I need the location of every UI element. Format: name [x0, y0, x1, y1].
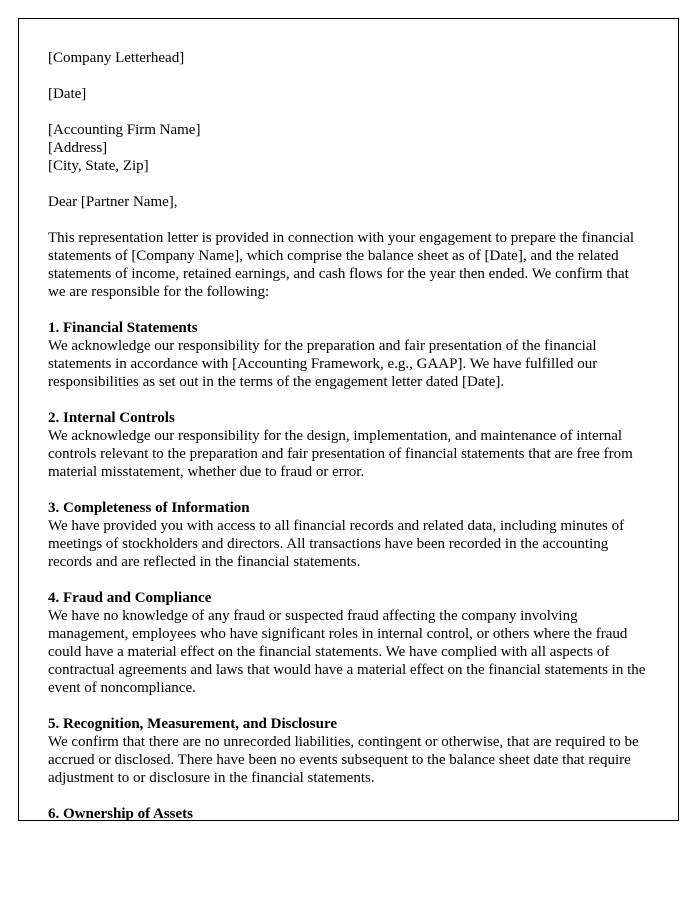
date-placeholder: [Date]	[48, 86, 87, 102]
section-heading: 1. Financial Statements	[48, 320, 198, 336]
section-body: We have no knowledge of any fraud or suspected fraud affecting the company involving management, employees who have significant roles in internal control, or others where the fraud could have a material effect on the financial statements. We have complied with all aspects of contractual agreements and laws that would have a material effect on the financial statements in the event of noncompliance.	[48, 608, 646, 696]
section-financial-statements	[48, 319, 648, 391]
recipient-firm-name: [Accounting Firm Name]	[48, 122, 201, 138]
section-fraud-and-compliance	[48, 589, 648, 697]
section-heading: 6. Ownership of Assets	[48, 806, 194, 821]
company-letterhead-placeholder: [Company Letterhead]	[48, 50, 185, 66]
section-heading: 2. Internal Controls	[48, 410, 175, 426]
recipient-address: [Address]	[48, 140, 108, 156]
salutation: Dear [Partner Name],	[48, 194, 178, 210]
section-heading: 5. Recognition, Measurement, and Disclosure	[48, 716, 338, 732]
section-internal-controls	[48, 409, 648, 481]
section-completeness-of-information	[48, 499, 648, 571]
recipient-address-block	[48, 121, 648, 175]
section-heading: 4. Fraud and Compliance	[48, 590, 212, 606]
section-body: We have provided you with access to all financial records and related data, including minutes of meetings of stockholders and directors. All transactions have been recorded in the accounting records and are reflected in the financial statements.	[48, 518, 625, 570]
section-recognition-measurement-disclosure	[48, 715, 648, 787]
intro-paragraph: This representation letter is provided in connection with your engagement to prepare the financial statements of [Company Name], which comprise the balance sheet as of [Date], and the related statements of income, retained earnings, and cash flows for the year then ended. We confirm that we are responsible for the following:	[48, 230, 635, 300]
section-body: We acknowledge our responsibility for the preparation and fair presentation of the financial statements in accordance with [Accounting Framework, e.g., GAAP]. We have fulfilled our responsibilities as set out in the terms of the engagement letter dated [Date].	[48, 338, 598, 390]
section-ownership-of-assets	[48, 805, 648, 821]
section-body: We confirm that there are no unrecorded liabilities, contingent or otherwise, that are required to be accrued or disclosed. There have been no events subsequent to the balance sheet date that require adjustment to or disclosure in the financial statements.	[48, 734, 639, 786]
section-body: We acknowledge our responsibility for the design, implementation, and maintenance of internal controls relevant to the preparation and fair presentation of financial statements that are free from material misstatement, whether due to fraud or error.	[48, 428, 633, 480]
section-heading: 3. Completeness of Information	[48, 500, 250, 516]
representation-letter-document	[18, 18, 679, 821]
recipient-city-state-zip: [City, State, Zip]	[48, 158, 149, 174]
